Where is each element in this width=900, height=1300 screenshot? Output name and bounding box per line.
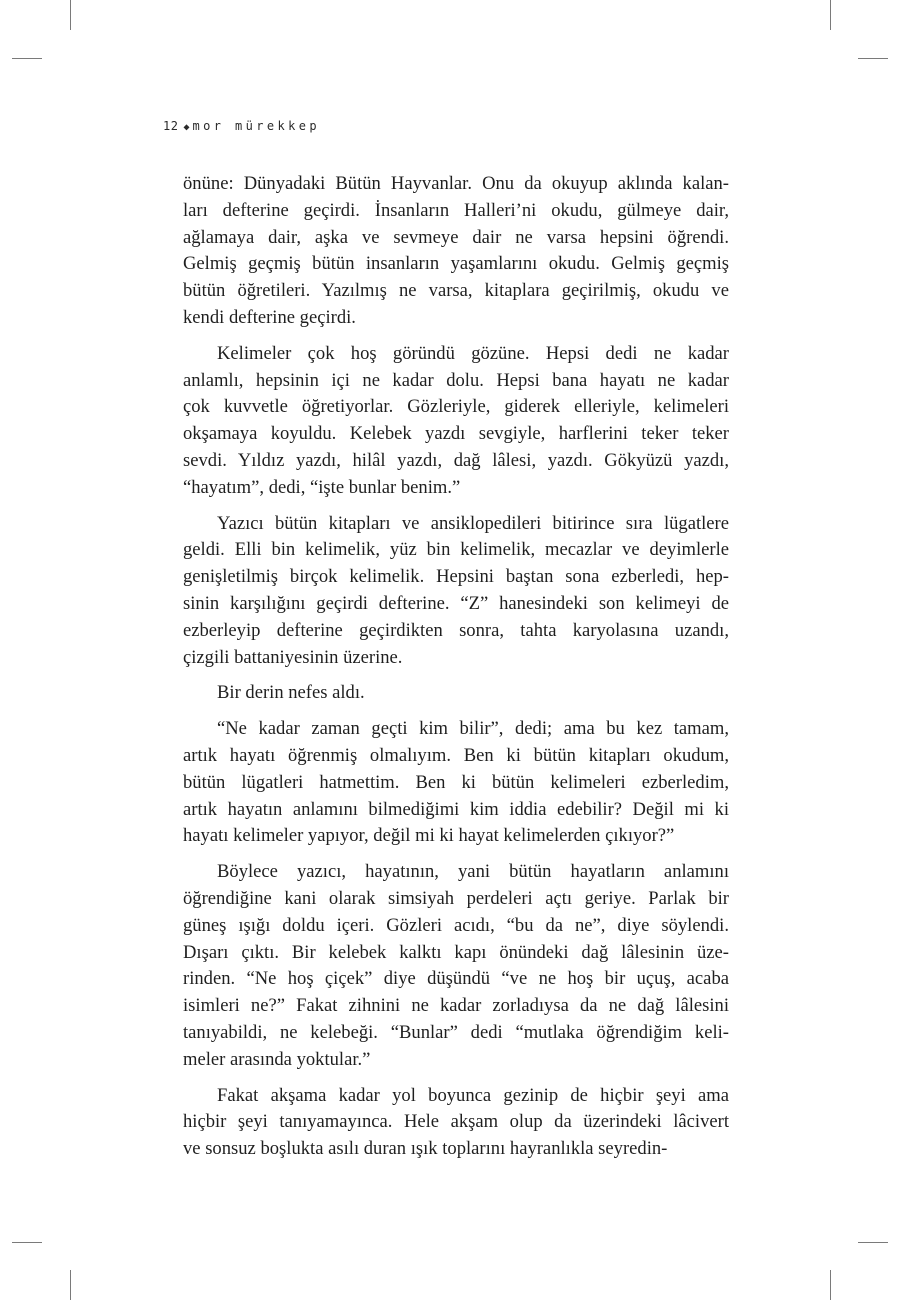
- crop-mark: [70, 0, 71, 30]
- paragraph: [183, 1083, 729, 1163]
- text-line: anlamlı, hepsinin içi ne kadar dolu. Hepsi bana hayatı ne kadar: [183, 369, 729, 391]
- paragraph: [183, 511, 729, 672]
- crop-mark: [12, 58, 42, 59]
- text-line: genişletilmiş birçok kelimelik. Hepsini baştan sona ezberledi, hep-: [183, 566, 729, 588]
- text-line: Bir derin nefes aldı.: [217, 682, 365, 704]
- text-line: Dışarı çıktı. Bir kelebek kalktı kapı önündeki dağ lâlesinin üze-: [183, 941, 729, 963]
- paragraph: [183, 716, 729, 850]
- paragraph: [183, 680, 729, 707]
- text-line: Yazıcı bütün kitapları ve ansiklopedileri bitirince sıra lügatlere: [217, 512, 729, 534]
- text-line: kendi defterine geçirdi.: [183, 306, 356, 328]
- crop-mark: [830, 0, 831, 30]
- text-line: hiçbir şeyi tanıyamayınca. Hele akşam olup da üzerindeki lâcivert: [183, 1111, 729, 1133]
- text-line: tanıyabildi, ne kelebeği. “Bunlar” dedi “mutlaka öğrendiğim keli-: [183, 1021, 729, 1043]
- running-header: [163, 119, 320, 133]
- paragraph: [183, 341, 729, 502]
- text-line: meler arasında yoktular.”: [183, 1048, 371, 1070]
- text-line: çizgili battaniyesinin üzerine.: [183, 646, 403, 668]
- text-line: Böylece yazıcı, hayatının, yani bütün hayatların anlamını: [217, 861, 729, 883]
- text-line: ezberleyip defterine geçirdikten sonra, tahta karyolasına uzandı,: [183, 619, 729, 641]
- crop-mark: [12, 1242, 42, 1243]
- text-line: artık hayatı öğrenmiş olmalıyım. Ben ki bütün kitapları okudum,: [183, 744, 729, 766]
- text-line: geldi. Elli bin kelimelik, yüz bin kelimelik, mecazlar ve deyimlerle: [183, 539, 729, 561]
- running-title: mor mürekkep: [192, 119, 320, 133]
- text-line: sevdi. Yıldız yazdı, hilâl yazdı, dağ lâlesi, yazdı. Gökyüzü yazdı,: [183, 449, 729, 471]
- text-line: ve sonsuz boşlukta asılı duran ışık toplarını hayranlıkla seyredin-: [183, 1138, 668, 1160]
- text-line: “hayatım”, dedi, “işte bunlar benim.”: [183, 476, 461, 498]
- text-line: bütün öğretileri. Yazılmış ne varsa, kitaplara geçirilmiş, okudu ve: [183, 280, 729, 302]
- page-number: 12: [163, 119, 179, 133]
- text-line: okşamaya koyuldu. Kelebek yazdı sevgiyle, harflerini teker teker: [183, 423, 729, 445]
- crop-mark: [858, 58, 888, 59]
- text-line: Kelimeler çok hoş göründü gözüne. Hepsi dedi ne kadar: [217, 342, 729, 364]
- diamond-bullet-icon: ◆: [183, 122, 190, 133]
- text-line: ları defterine geçirdi. İnsanların Halleri’ni okudu, gülmeye dair,: [183, 199, 729, 221]
- text-line: ağlamaya dair, aşka ve sevmeye dair ne varsa hepsini öğrendi.: [183, 226, 729, 248]
- text-line: bütün lügatleri hatmettim. Ben ki bütün kelimeleri ezberledim,: [183, 771, 729, 793]
- text-line: güneş ışığı doldu içeri. Gözleri acıdı, “bu da ne”, diye söylendi.: [183, 914, 729, 936]
- text-line: sinin karşılığını geçirdi defterine. “Z” hanesindeki son kelimeyi de: [183, 592, 729, 614]
- text-line: isimleri ne?” Fakat zihnini ne kadar zorladıysa da ne dağ lâlesini: [183, 995, 729, 1017]
- text-line: hayatı kelimeler yapıyor, değil mi ki hayat kelimelerden çıkıyor?”: [183, 825, 675, 847]
- text-line: Gelmiş geçmiş bütün insanların yaşamlarını okudu. Gelmiş geçmiş: [183, 253, 729, 275]
- paragraph: [183, 859, 729, 1073]
- text-line: çok kuvvetle öğretiyorlar. Gözleriyle, giderek elleriyle, kelimeleri: [183, 396, 729, 418]
- crop-mark: [830, 1270, 831, 1300]
- paragraph: [183, 171, 729, 332]
- text-line: rinden. “Ne hoş çiçek” diye düşündü “ve ne hoş bir uçuş, acaba: [183, 968, 729, 990]
- text-line: önüne: Dünyadaki Bütün Hayvanlar. Onu da okuyup aklında kalan-: [183, 173, 729, 194]
- body-text: [183, 171, 729, 1172]
- crop-mark: [858, 1242, 888, 1243]
- crop-mark: [70, 1270, 71, 1300]
- text-line: “Ne kadar zaman geçti kim bilir”, dedi; ama bu kez tamam,: [217, 718, 729, 740]
- text-line: artık hayatın anlamını bilmediğimi kim iddia edebilir? Değil mi ki: [183, 798, 729, 820]
- text-line: öğrendiğine kani olarak simsiyah perdeleri açtı geriye. Parlak bir: [183, 887, 729, 909]
- text-line: Fakat akşama kadar yol boyunca gezinip de hiçbir şeyi ama: [217, 1084, 729, 1106]
